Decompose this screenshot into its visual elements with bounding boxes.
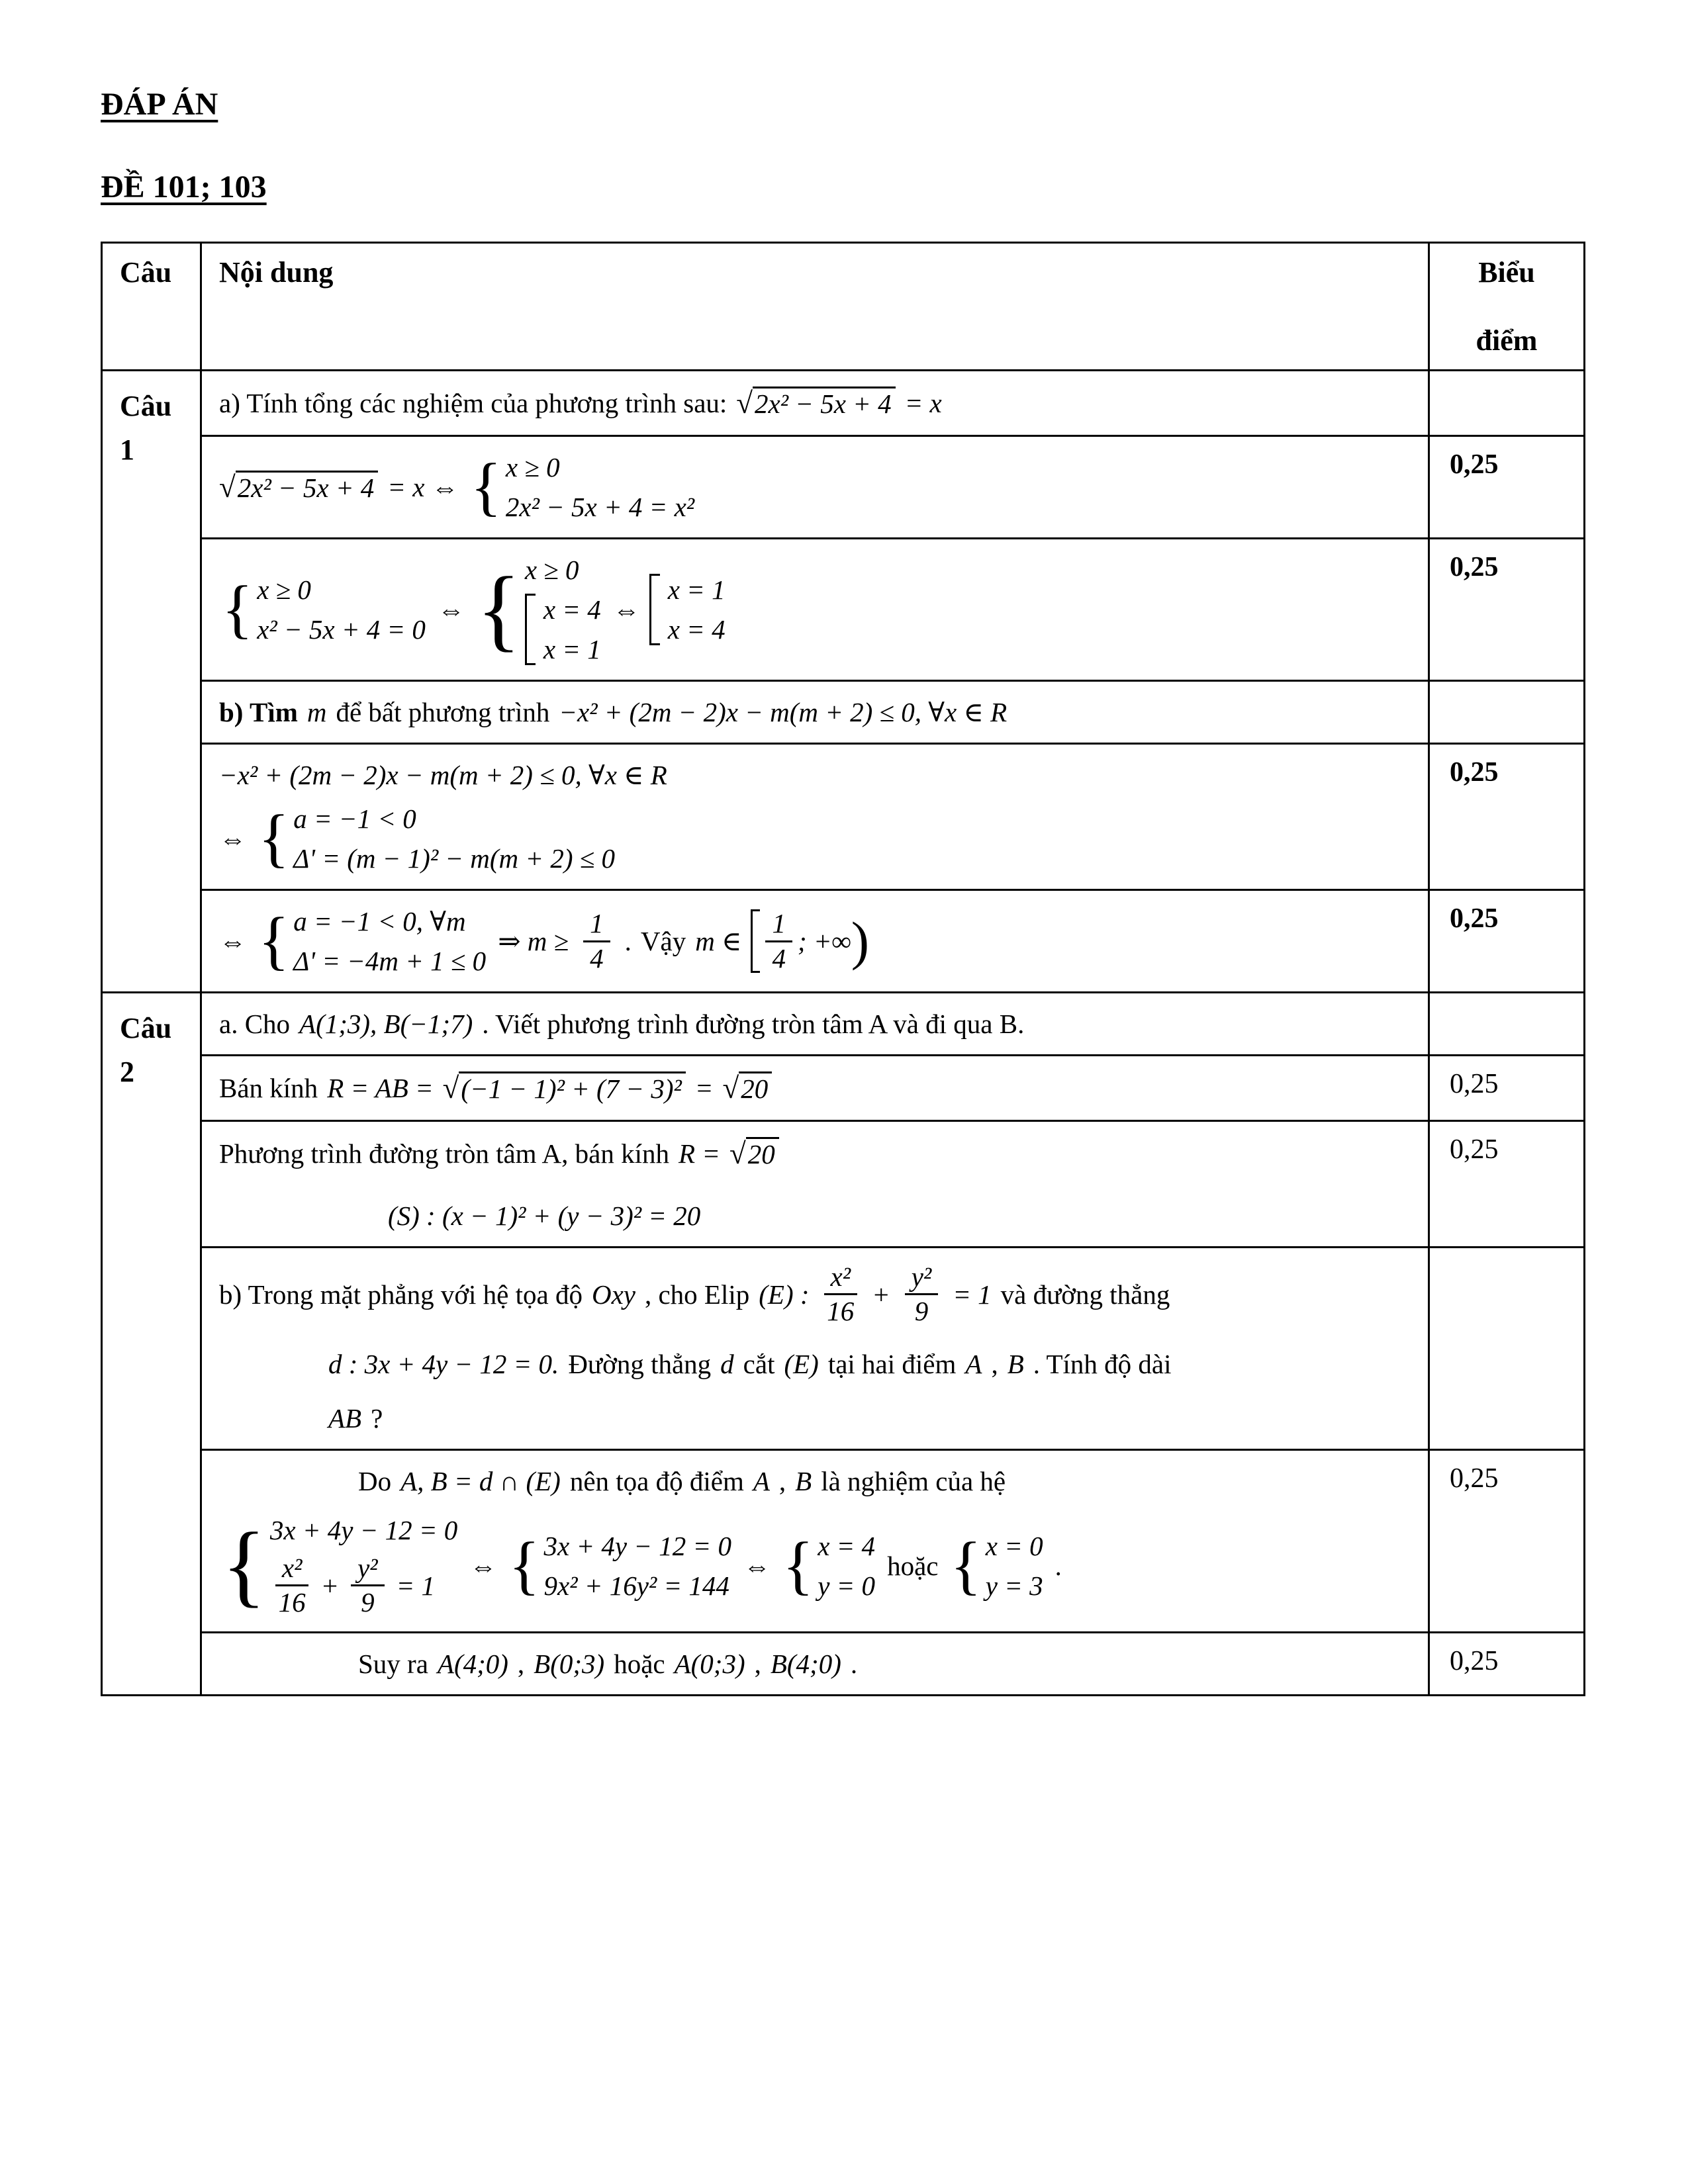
equation-line: y = 3 <box>985 1570 1043 1601</box>
score-value: 0,25 <box>1450 757 1499 788</box>
radicand: (−1 − 1)² + (7 − 3)² <box>459 1071 685 1104</box>
denominator: 16 <box>278 1587 306 1618</box>
table-header-row <box>102 243 1585 371</box>
square-root <box>443 1071 686 1105</box>
question-1-label: Câu <box>120 390 172 422</box>
question-mark: ? <box>371 1403 383 1434</box>
point-result: B(4;0) <box>770 1649 841 1680</box>
right-paren: ) <box>851 911 870 972</box>
equivalence: = x ⇔ <box>387 472 459 502</box>
system-of-conditions <box>222 574 426 645</box>
part-a-intro-text: a) Tính tổng các nghiệm của phương trình sau: <box>219 388 727 418</box>
content-cell-1e <box>201 744 1429 890</box>
fraction <box>824 1263 858 1326</box>
fraction <box>583 909 610 972</box>
condition-line: Δ' = −4m + 1 ≤ 0 <box>293 946 487 976</box>
point-b: B <box>795 1466 812 1497</box>
score-value: 0,25 <box>1450 552 1499 582</box>
membership: m ∈ <box>695 926 742 956</box>
denominator: 9 <box>361 1587 375 1618</box>
interval-notation <box>751 909 869 972</box>
radicand: 2x² − 5x + 4 <box>236 471 379 503</box>
segment-ab: AB <box>328 1403 362 1434</box>
square-root <box>729 1136 779 1171</box>
fraction <box>765 909 792 972</box>
system-of-equations <box>222 1514 457 1617</box>
do-word: Do <box>358 1466 392 1497</box>
radicand: 20 <box>746 1137 779 1169</box>
numerator: 1 <box>765 909 792 942</box>
content-cell-2f <box>201 1633 1429 1696</box>
radical-sign: √ <box>736 387 753 420</box>
score-cell-1c <box>1429 539 1585 681</box>
score-value: 0,25 <box>1450 1646 1499 1677</box>
equivalence-arrow: ⇔ <box>612 594 640 625</box>
document-title: ĐÁP ÁN <box>101 87 218 122</box>
point-a: A <box>753 1466 770 1497</box>
left-brace: { <box>782 1529 814 1602</box>
score-value: 0,25 <box>1450 1134 1499 1165</box>
equation-line: 9x² + 16y² = 144 <box>543 1570 729 1601</box>
denominator: 4 <box>772 942 786 974</box>
content-cell-2d <box>201 1248 1429 1450</box>
table-row-1c <box>102 539 1585 681</box>
answer-key-table <box>101 242 1585 1696</box>
square-root <box>722 1071 772 1105</box>
solution-line: x = 1 <box>543 634 601 664</box>
equation-line: 3x + 4y − 12 = 0 <box>269 1515 458 1546</box>
left-square-bracket <box>751 909 760 972</box>
points-a-b: A(1;3), B(−1;7) <box>299 1009 473 1039</box>
equation-line: x = 4 <box>818 1530 876 1561</box>
radius-equation: R = AB = <box>327 1073 434 1103</box>
conclusion-word: Suy ra <box>358 1649 428 1680</box>
left-brace: { <box>470 451 502 523</box>
part-b-intro-text: b) Trong mặt phẳng với hệ tọa độ <box>219 1279 583 1310</box>
two-points-text: tại hai điểm <box>827 1349 957 1380</box>
numerator: x² <box>824 1263 858 1295</box>
left-brace: { <box>258 802 290 875</box>
line-equation: d : 3x + 4y − 12 = 0. <box>328 1349 559 1380</box>
table-row-1a <box>102 371 1585 436</box>
coordinates-text: nên tọa độ điểm <box>569 1466 744 1497</box>
alternative-solutions <box>525 594 601 665</box>
left-brace: { <box>222 1514 266 1617</box>
comma: , <box>778 1466 786 1497</box>
header-bieu-line: Biểu <box>1478 256 1535 289</box>
line-symbol: d <box>720 1349 734 1380</box>
equivalence-arrow: ⇔ <box>743 1550 771 1581</box>
condition-line: x² − 5x + 4 = 0 <box>257 614 426 645</box>
left-square-bracket <box>649 574 660 645</box>
left-brace: { <box>222 573 254 646</box>
comma: , <box>754 1649 761 1680</box>
condition-line: x ≥ 0 <box>257 574 311 605</box>
equivalence-arrow: ⇔ <box>219 926 246 956</box>
equals-one: = 1 <box>396 1570 435 1601</box>
elip-text: , cho Elip <box>644 1279 750 1310</box>
fraction <box>905 1263 939 1326</box>
score-cell-2d <box>1429 1248 1585 1450</box>
system-of-equations <box>950 1530 1043 1602</box>
line-cuts-text: Đường thẳng <box>568 1349 712 1380</box>
condition-line: Δ' = (m − 1)² − m(m + 2) ≤ 0 <box>293 843 615 874</box>
content-cell-2a <box>201 993 1429 1056</box>
equation-line: y = 0 <box>818 1570 876 1601</box>
content-cell-1b <box>201 436 1429 539</box>
condition-line: x ≥ 0 <box>505 452 560 482</box>
document-subtitle: ĐỀ 101; 103 <box>101 169 267 205</box>
solution-line: x = 1 <box>667 574 726 605</box>
solution-line: x = 4 <box>543 594 601 625</box>
score-value: 0,25 <box>1450 903 1499 934</box>
table-row-2b <box>102 1056 1585 1121</box>
condition-line: a = −1 < 0 <box>293 803 416 834</box>
equivalence-arrow: ⇔ <box>219 823 246 854</box>
question-1-label-cell <box>102 371 201 993</box>
numerator: y² <box>905 1263 939 1295</box>
score-cell-2e <box>1429 1450 1585 1633</box>
table-row-2c <box>102 1121 1585 1248</box>
content-cell-1d <box>201 681 1429 744</box>
table-row-2e <box>102 1450 1585 1633</box>
inequality-expression: −x² + (2m − 2)x − m(m + 2) ≤ 0, ∀x ∈ R <box>559 697 1008 727</box>
table-row-2f <box>102 1633 1585 1696</box>
system-of-equations <box>782 1530 875 1602</box>
content-cell-2e <box>201 1450 1429 1633</box>
comma: , <box>517 1649 525 1680</box>
line-text: và đường thẳng <box>1000 1279 1170 1310</box>
question-2-number: 2 <box>120 1056 134 1088</box>
implication: ⇒ m ≥ <box>498 926 569 956</box>
or-word: hoặc <box>614 1649 665 1680</box>
point-result: A(4;0) <box>437 1649 508 1680</box>
score-cell-1b <box>1429 436 1585 539</box>
content-cell-2c <box>201 1121 1429 1248</box>
score-cell-1f <box>1429 890 1585 993</box>
table-row-1e <box>102 744 1585 890</box>
equation-line: x = 0 <box>985 1530 1043 1561</box>
table-row-1b <box>102 436 1585 539</box>
table-row-1f <box>102 890 1585 993</box>
condition-line: a = −1 < 0, ∀m <box>293 906 466 936</box>
denominator: 16 <box>827 1296 855 1327</box>
numerator: y² <box>351 1554 385 1586</box>
score-value: 0,25 <box>1450 1463 1499 1494</box>
equivalence-arrow: ⇔ <box>469 1550 497 1581</box>
question-1-number: 1 <box>120 433 134 466</box>
denominator: 4 <box>590 942 604 974</box>
equation-line: 3x + 4y − 12 = 0 <box>543 1530 731 1561</box>
part-b-intro-text: để bất phương trình <box>336 697 550 727</box>
denominator: 9 <box>914 1296 929 1327</box>
left-brace: { <box>508 1529 540 1602</box>
score-cell-2f <box>1429 1633 1585 1696</box>
score-cell-1e <box>1429 744 1585 890</box>
radius-symbol: R = <box>679 1138 720 1169</box>
point-a: A <box>965 1349 982 1380</box>
condition-line: 2x² − 5x + 4 = x² <box>505 492 695 522</box>
numerator: 1 <box>583 909 610 942</box>
period: . <box>1055 1550 1062 1581</box>
score-cell-1d <box>1429 681 1585 744</box>
equals-sign: = <box>694 1073 714 1103</box>
radical-sign: √ <box>219 471 236 504</box>
ellipse-symbol: (E) <box>784 1349 819 1380</box>
point-result: B(0;3) <box>534 1649 605 1680</box>
radical-sign: √ <box>722 1071 739 1105</box>
left-square-bracket <box>525 594 536 665</box>
header-cell-bieudiem <box>1429 243 1585 371</box>
content-cell-1f <box>201 890 1429 993</box>
table-row-2a <box>102 993 1585 1056</box>
left-brace: { <box>950 1529 982 1602</box>
comma: , <box>991 1349 998 1380</box>
length-text: . Tính độ dài <box>1033 1349 1172 1380</box>
alternative-solutions <box>649 574 726 645</box>
circle-equation: (S) : (x − 1)² + (y − 3)² = 20 <box>388 1201 701 1231</box>
cuts-word: cắt <box>743 1349 775 1380</box>
radicand: 2x² − 5x + 4 <box>753 387 896 419</box>
period: . <box>624 926 632 956</box>
part-b-label: b) Tìm <box>219 697 298 727</box>
radical-sign: √ <box>442 1071 459 1105</box>
condition-line: x ≥ 0 <box>524 555 579 585</box>
score-cell-2c <box>1429 1121 1585 1248</box>
fraction <box>351 1554 385 1617</box>
score-value: 0,25 <box>1450 449 1499 480</box>
ellipse-symbol: (E) : <box>759 1279 810 1310</box>
numerator: x² <box>275 1554 309 1586</box>
left-brace: { <box>476 558 521 660</box>
radius-label: Bán kính <box>219 1073 318 1103</box>
interval-tail: ; +∞ <box>797 926 851 956</box>
score-cell-2a <box>1429 993 1585 1056</box>
square-root <box>219 470 378 504</box>
score-value: 0,25 <box>1450 1069 1499 1099</box>
system-solution-text: là nghiệm của hệ <box>821 1466 1006 1497</box>
point-result: A(0;3) <box>674 1649 745 1680</box>
score-cell-2b <box>1429 1056 1585 1121</box>
header-cell-noidung: Nội dung <box>201 243 1429 371</box>
plus-sign: + <box>320 1570 340 1601</box>
header-diem-line: điểm <box>1476 324 1538 357</box>
inequality-expression: −x² + (2m − 2)x − m(m + 2) ≤ 0, ∀x ∈ R <box>219 760 667 790</box>
equals-one: = 1 <box>953 1279 992 1310</box>
equivalence-arrow: ⇔ <box>437 594 465 625</box>
coordinate-system: Oxy <box>591 1279 635 1310</box>
point-b: B <box>1007 1349 1024 1380</box>
part-a-intro-text: a. Cho <box>219 1009 291 1039</box>
header-cell-cau: Câu <box>102 243 201 371</box>
plus-sign: + <box>872 1279 890 1310</box>
system-of-conditions <box>258 905 486 977</box>
period: . <box>850 1649 858 1680</box>
table-row-2d <box>102 1248 1585 1450</box>
table-row-1d <box>102 681 1585 744</box>
content-cell-1a <box>201 371 1429 436</box>
part-a-task-text: . Viết phương trình đường tròn tâm A và đi qua B. <box>482 1009 1025 1039</box>
left-brace: { <box>258 905 290 978</box>
system-of-conditions <box>258 803 615 874</box>
question-2-label-cell <box>102 993 201 1696</box>
content-cell-1c <box>201 539 1429 681</box>
question-2-label: Câu <box>120 1012 172 1044</box>
radical-sign: √ <box>729 1137 746 1170</box>
system-of-equations <box>508 1530 731 1602</box>
conclusion-word: Vậy <box>640 926 686 956</box>
system-of-conditions <box>471 451 694 523</box>
variable-m: m <box>306 697 327 727</box>
radicand: 20 <box>739 1071 772 1104</box>
content-cell-2b <box>201 1056 1429 1121</box>
square-root <box>736 386 895 420</box>
circle-equation-label: Phương trình đường tròn tâm A, bán kính <box>219 1138 670 1169</box>
intersection-expression: A, B = d ∩ (E) <box>400 1466 561 1497</box>
fraction <box>275 1554 309 1617</box>
system-of-conditions <box>477 554 601 665</box>
solution-line: x = 4 <box>667 614 726 645</box>
equation-tail: = x <box>904 388 942 418</box>
or-word: hoặc <box>887 1550 939 1581</box>
score-cell-1a <box>1429 371 1585 436</box>
